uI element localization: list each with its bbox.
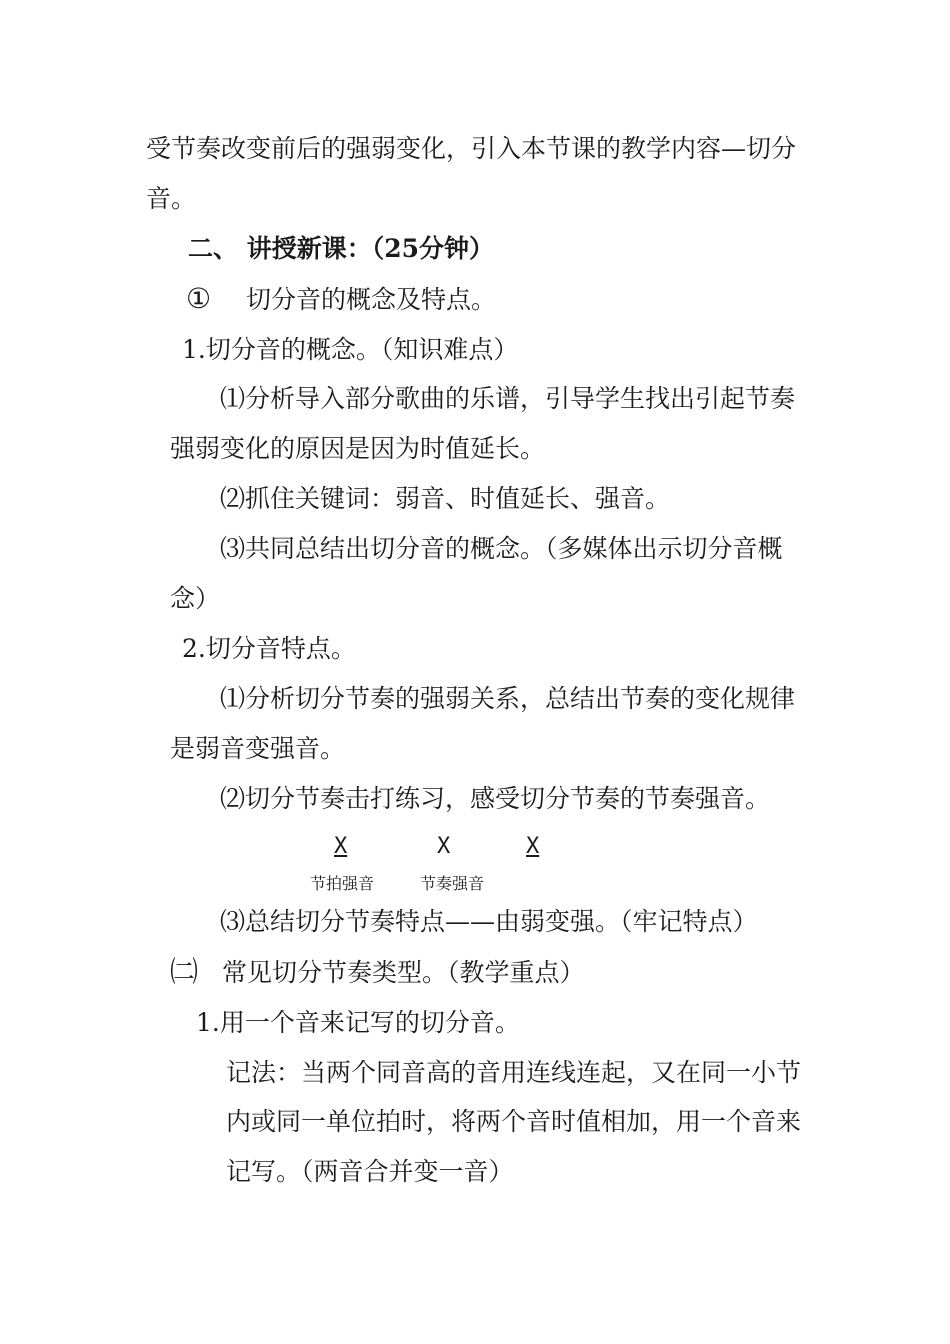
paragraph-line: ⑵抓住关键词：弱音、时值延长、强音。 — [220, 484, 671, 513]
parenthesized-number: ㈡ — [170, 955, 199, 988]
item-heading: 2.切分音特点。 — [182, 634, 356, 663]
section-heading: 二、 讲授新课：（25分钟） — [188, 234, 494, 263]
paragraph-line: ⑴分析切分节奏的强弱关系，总结出节奏的变化规律 — [220, 684, 796, 713]
item-heading: 1.切分音的概念。（知识难点） — [182, 335, 519, 364]
paragraph-line: ⑶总结切分节奏特点——由弱变强。（牢记特点） — [220, 907, 758, 936]
paragraph-line: 记写。（两音合并变一音） — [226, 1157, 514, 1186]
paragraph-line: 内或同一单位拍时，将两个音时值相加，用一个音来 — [226, 1107, 802, 1136]
paragraph-line: 音。 — [146, 184, 197, 213]
subsection-heading: 常见切分节奏类型。（教学重点） — [222, 958, 585, 987]
circled-number: ① — [186, 282, 212, 315]
paragraph-line: 念） — [170, 584, 221, 613]
rhythm-note-eighth: X — [334, 834, 348, 859]
paragraph-line: 是弱音变强音。 — [170, 734, 346, 763]
subsection-heading: 切分音的概念及特点。 — [246, 285, 497, 314]
paragraph-line: ⑶共同总结出切分音的概念。（多媒体出示切分音概 — [220, 534, 783, 563]
rhythm-label-rhythm: 节奏强音 — [420, 874, 485, 893]
rhythm-label-beat: 节拍强音 — [310, 874, 375, 893]
rhythm-note-eighth: X — [526, 834, 540, 859]
paragraph-line: 强弱变化的原因是因为时值延长。 — [170, 434, 546, 463]
paragraph-line: 受节奏改变前后的强弱变化，引入本节课的教学内容—切分 — [146, 134, 797, 163]
rhythm-note-quarter: X — [437, 834, 451, 859]
paragraph-line: ⑴分析导入部分歌曲的乐谱，引导学生找出引起节奏 — [220, 384, 796, 413]
paragraph-line: ⑵切分节奏击打练习，感受切分节奏的节奏强音。 — [220, 784, 771, 813]
paragraph-line: 记法：当两个同音高的音用连线连起，又在同一小节 — [226, 1058, 802, 1087]
item-heading: 1.用一个音来记写的切分音。 — [196, 1008, 520, 1037]
